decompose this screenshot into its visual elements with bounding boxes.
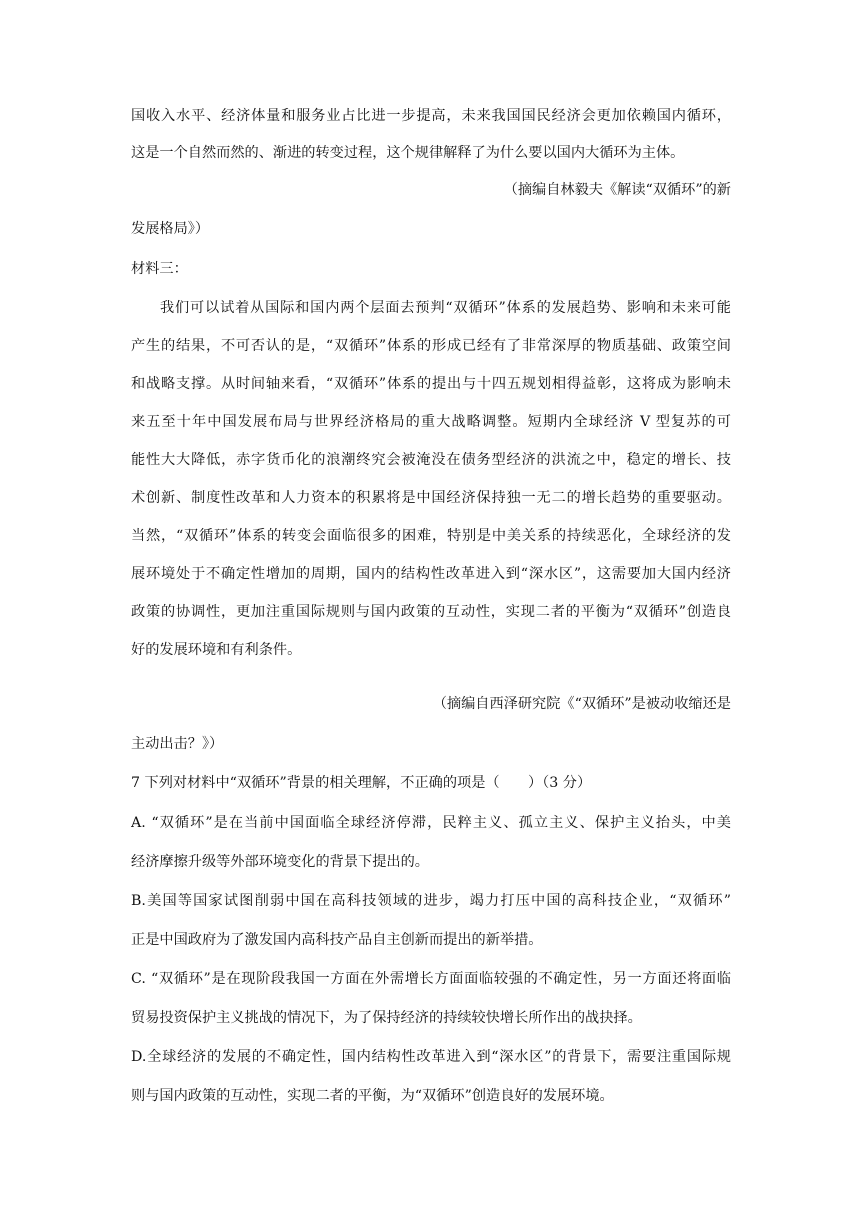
- option-d: D.全球经济的发展的不确定性，国内结构性改革进入到“深水区”的背景下，需要注重国际规: [131, 1049, 731, 1065]
- option-a-continued: 经济摩擦升级等外部环境变化的背景下提出的。: [131, 854, 429, 870]
- source-citation-continued: 发展格局》）: [131, 221, 210, 237]
- passage-line: 国收入水平、经济体量和服务业占比进一步提高，未来我国国民经济会更加依赖国内循环，: [131, 108, 731, 124]
- material-line: 好的发展环境和有利条件。: [131, 642, 302, 658]
- option-c-continued: 贸易投资保护主义挑战的情况下，为了保持经济的持续较快增长所作出的战抉择。: [131, 1010, 642, 1026]
- question-stem: [131, 773, 731, 793]
- question-stem-text: 7 下列对材料中“双循环”背景的相关理解，: [131, 775, 401, 791]
- option-c: C. “双循环”是在现阶段我国一方面在外需增长方面面临较强的不确定性，另一方面还将面临: [131, 971, 731, 987]
- emphasis-char: 正: [414, 775, 429, 791]
- material-heading: 材料三：: [131, 261, 188, 277]
- passage-line: 这是一个自然而然的、渐进的转变过程，这个规律解释了为什么要以国内大循环为主体。: [131, 145, 685, 161]
- material-line: 政策的协调性，更加注重国际规则与国内政策的互动性，实现二者的平衡为“双循环”创造良: [131, 604, 731, 620]
- source-citation: （摘编自西泽研究院《“双循环”是被动收缩还是: [432, 696, 731, 712]
- material-line: 术创新、制度性改革和人力资本的积累将是中国经济保持独一无二的增长趋势的重要驱动。: [131, 490, 731, 506]
- emphasis-char: 不: [400, 775, 415, 791]
- question-stem-text: 的项是（ ）（3 分）: [442, 775, 592, 791]
- material-line: 和战略支撑。从时间轴来看，“双循环”体系的提出与十四五规划相得益彰，这将成为影响未: [131, 376, 731, 392]
- option-a: A. “双循环”是在当前中国面临全球经济停滞，民粹主义、孤立主义、保护主义抬头，中美: [131, 815, 731, 831]
- material-line: 能性大大降低，赤字货币化的浪潮终究会被淹没在债务型经济的洪流之中，稳定的增长、技: [131, 452, 731, 468]
- option-b-continued: 正是中国政府为了激发国内高科技产品自主创新而提出的新举措。: [131, 932, 543, 948]
- material-line: 来五至十年中国发展布局与世界经济格局的重大战略调整。短期内全球经济 V 型复苏的可: [131, 414, 731, 430]
- emphasis-char: 确: [428, 775, 443, 791]
- option-d-continued: 则与国内政策的互动性，实现二者的平衡，为“双循环”创造良好的发展环境。: [131, 1088, 614, 1104]
- option-b: B.美国等国家试图削弱中国在高科技领域的进步，竭力打压中国的高科技企业，“双循环”: [131, 893, 731, 909]
- source-citation-continued: 主动出击？》）: [131, 736, 224, 752]
- source-citation: （摘编自林毅夫《解读“双循环”的新: [503, 182, 731, 198]
- material-line: 当然，“双循环”体系的转变会面临很多的困难，特别是中美关系的持续恶化，全球经济的发: [131, 528, 731, 544]
- material-line: 我们可以试着从国际和国内两个层面去预判“双循环”体系的发展趋势、影响和未来可能: [160, 300, 731, 316]
- material-line: 展环境处于不确定性增加的周期，国内的结构性改革进入到“深水区”，这需要加大国内经济: [131, 566, 731, 582]
- material-line: 产生的结果，不可否认的是，“双循环”体系的形成已经有了非常深厚的物质基础、政策空间: [131, 338, 731, 354]
